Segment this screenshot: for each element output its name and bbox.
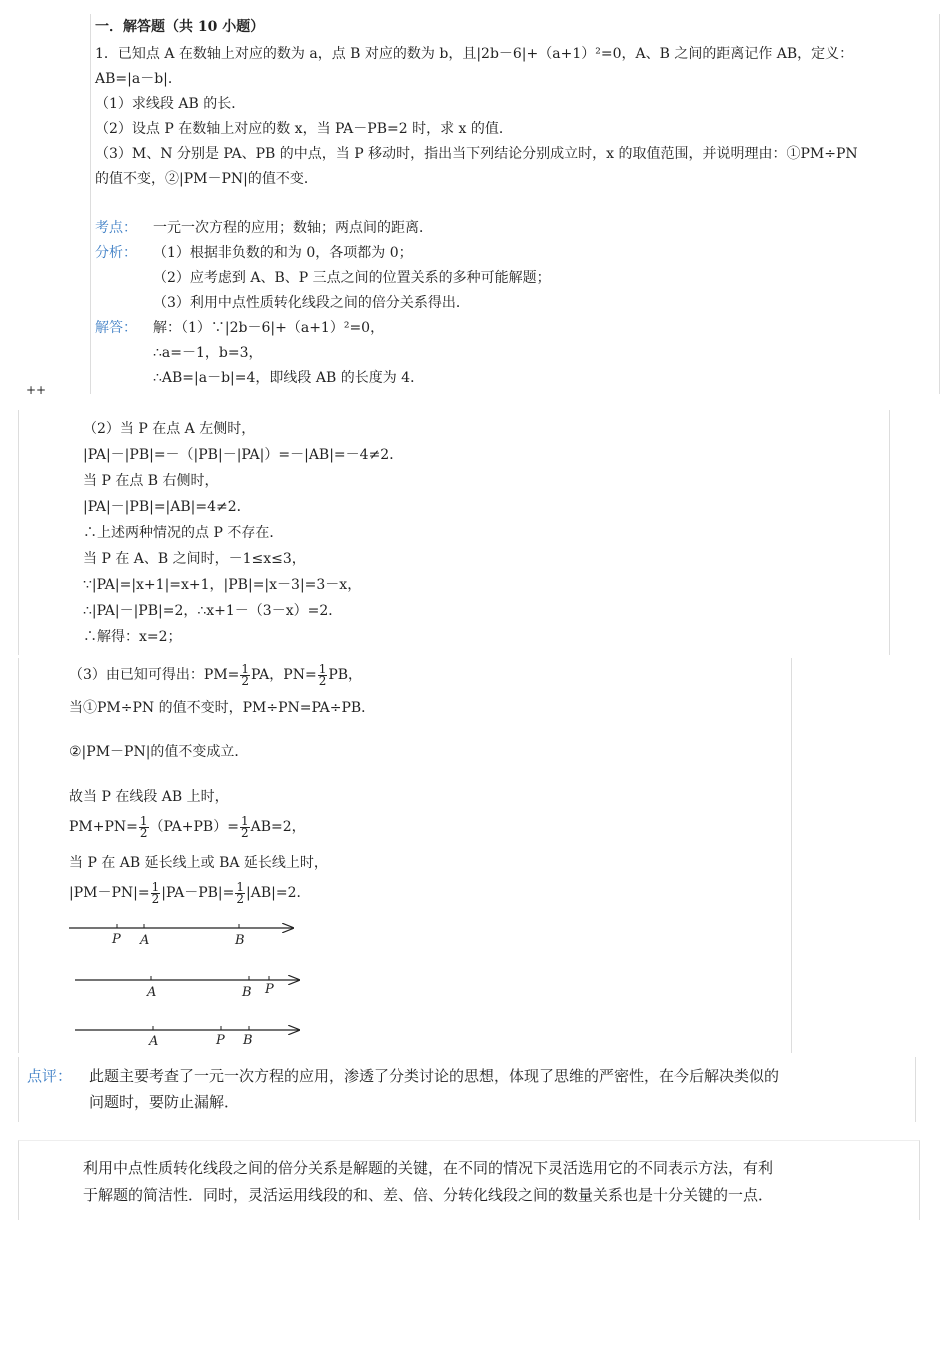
fenxi-line-3: （3）利用中点性质转化线段之间的倍分关系得出． bbox=[153, 295, 470, 311]
point-p-label: P bbox=[265, 982, 274, 997]
plus-mark: ++ bbox=[26, 383, 47, 397]
fraction-half: $\frac{1}{2}$ bbox=[240, 813, 249, 840]
fraction-half: $\frac{1}{2}$ bbox=[236, 879, 244, 906]
part2-line-6: 当 P 在 A、B 之间时，－1≤x≤3， bbox=[83, 551, 306, 567]
part2-line-8: ∴|PA|－|PB|=2，∴x+1－（3－x）=2． bbox=[83, 603, 343, 619]
fraction-half: $\frac{1}{2}$ bbox=[151, 879, 160, 906]
fraction-half: $\frac{1}{2}$ bbox=[241, 661, 250, 688]
fenxi-line-2: （2）应考虑到 A、B、P 三点之间的位置关系的多种可能解题； bbox=[153, 270, 551, 286]
number-line-diagrams bbox=[59, 916, 359, 1046]
part2-line-9: ∴解得：x=2； bbox=[83, 629, 182, 645]
part2-line-5: ∴上述两种情况的点 P 不存在． bbox=[83, 525, 284, 541]
point-a-label: A bbox=[140, 933, 150, 948]
number-line-3 bbox=[75, 1026, 299, 1046]
point-b-label: B bbox=[242, 985, 252, 1000]
point-a-label: A bbox=[149, 1034, 159, 1046]
question-line-6: 的值不变，②|PM－PN|的值不变． bbox=[95, 171, 318, 187]
note-line-2: 于解题的简洁性．同时，灵活运用线段的和、差、倍、分转化线段之间的数量关系也是十分关键的一点． bbox=[83, 1186, 774, 1204]
kaodian-text: 一元一次方程的应用；数轴；两点间的距离． bbox=[153, 220, 433, 236]
question-line-5: （3）M、N 分别是 PA、PB 的中点，当 P 移动时，指出当下列结论分别成立时，x 的取值范围，并说明理由：①PM÷PN bbox=[95, 146, 858, 162]
point-p-label: P bbox=[112, 932, 121, 947]
part3-line-5: PM+PN= $\frac{1}{2}$ （PA+PB）= $\frac{1}{2}$ AB=2， bbox=[69, 813, 306, 840]
part2-line-2: |PA|－|PB|=－（|PB|－|PA|）=－|AB|=－4≠2． bbox=[83, 447, 404, 463]
question-line-3: （1）求线段 AB 的长． bbox=[95, 96, 246, 112]
part2-line-7: ∵|PA|=|x+1|=x+1，|PB|=|x－3|=3－x， bbox=[83, 577, 362, 593]
point-p-label: P bbox=[216, 1033, 225, 1046]
review-block bbox=[18, 1057, 916, 1122]
fraction-half: $\frac{1}{2}$ bbox=[318, 661, 327, 688]
question-line-1: 1．已知点 A 在数轴上对应的数为 a，点 B 对应的数为 b，且|2b－6|+（a+1）²=0，A、B 之间的距离记作 AB，定义： bbox=[95, 46, 854, 62]
number-line-1 bbox=[69, 924, 293, 948]
question-line-4: （2）设点 P 在数轴上对应的数 x，当 PA－PB=2 时，求 x 的值． bbox=[95, 121, 513, 137]
point-a-label: A bbox=[147, 985, 157, 1000]
jieda-line-1: 解：（1）∵|2b－6|+（a+1）²=0， bbox=[153, 320, 385, 336]
part3-line-7: |PM－PN|= $\frac{1}{2}$ |PA－PB|= $\frac{1}{2}$ |AB|=2． bbox=[69, 879, 311, 906]
note-block bbox=[18, 1140, 920, 1220]
number-line-2 bbox=[75, 976, 299, 1000]
part2-line-3: 当 P 在点 B 右侧时， bbox=[83, 473, 219, 489]
question-block bbox=[90, 14, 940, 394]
fenxi-line-1: （1）根据非负数的和为 0，各项都为 0； bbox=[153, 245, 413, 261]
part3-line-3: ②|PM－PN|的值不变成立． bbox=[69, 744, 249, 760]
point-b-label: B bbox=[235, 933, 245, 948]
review-line-2: 问题时，要防止漏解． bbox=[89, 1093, 240, 1111]
review-line-1: 此题主要考查了一元一次方程的应用，渗透了分类讨论的思想，体现了思维的严密性，在今后解决类似的 bbox=[89, 1067, 780, 1085]
review-label: 点评： bbox=[27, 1067, 73, 1085]
part3-block bbox=[18, 658, 792, 1053]
jieda-line-3: ∴AB=|a－b|=4，即线段 AB 的长度为 4． bbox=[153, 370, 425, 386]
jieda-line-2: ∴a=－1，b=3， bbox=[153, 345, 263, 361]
part2-line-1: （2）当 P 在点 A 左侧时， bbox=[83, 421, 256, 437]
part3-line-6: 当 P 在 AB 延长线上或 BA 延长线上时， bbox=[69, 855, 328, 871]
fraction-half: $\frac{1}{2}$ bbox=[139, 813, 148, 840]
section-heading: 一．解答题（共 10 小题） bbox=[95, 19, 265, 35]
part2-block bbox=[18, 410, 890, 655]
jieda-label: 解答： bbox=[95, 320, 137, 336]
point-b-label: B bbox=[243, 1033, 253, 1046]
kaodian-label: 考点： bbox=[95, 220, 137, 236]
part3-line-2: 当①PM÷PN 的值不变时，PM÷PN=PA÷PB． bbox=[69, 700, 376, 716]
question-line-2: AB=|a－b|． bbox=[95, 71, 182, 87]
fenxi-label: 分析： bbox=[95, 245, 137, 261]
part3-line-4: 故当 P 在线段 AB 上时， bbox=[69, 789, 229, 805]
part3-line-1: （3）由已知可得出：PM= $\frac{1}{2}$ PA，PN= $\frac{1}{2}$ PB， bbox=[69, 661, 363, 688]
note-line-1: 利用中点性质转化线段之间的倍分关系是解题的关键，在不同的情况下灵活选用它的不同表示方法，有利 bbox=[83, 1159, 774, 1177]
part2-line-4: |PA|－|PB|=|AB|=4≠2． bbox=[83, 499, 251, 515]
